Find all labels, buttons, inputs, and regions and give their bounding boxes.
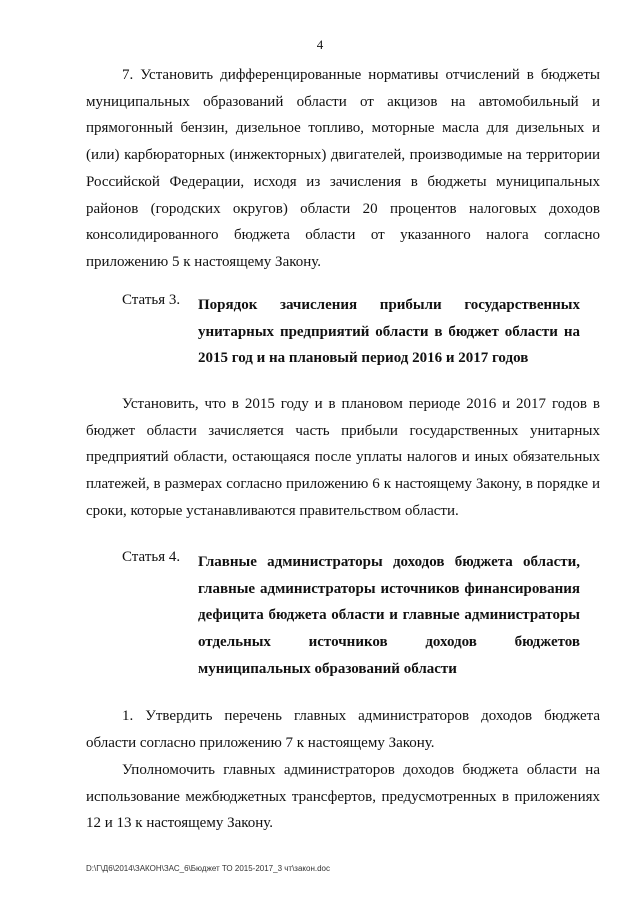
paragraph-7-excise-rates: 7. Установить дифференцированные нормативы отчислений в бюджеты муниципальных образований области от акцизов на автомобильный и прямогонный бензин, дизельное топливо, моторные масла для дизельных и (или) карбюраторных (инжекторных) двигателей, производимые на территории Российской Федерации, исходя из зачисления в бюджеты муниципальных районов (городских округов) области 20 процентов налоговых доходов консолидированного бюджета области от указанного налога согласно приложению 5 к настоящему Закону. (86, 67, 600, 270)
page-number: 4 (316, 37, 324, 52)
article-4-label: Статья 4. (122, 549, 181, 565)
article-3-label: Статья 3. (122, 292, 181, 308)
article-3-body: Установить, что в 2015 году и в плановом периоде 2016 и 2017 годов в бюджет области зачисляется часть прибыли государственных унитарных предприятий области, остающаяся после уплаты налогов и иных обязательных платежей, в размерах согласно приложению 6 к настоящему Закону, в порядке и сроки, которые устанавливаются правительством области. (86, 396, 600, 519)
article-4-authorization: Уполномочить главных администраторов доходов бюджета области на использование межбюджетных трансфертов, предусмотренных в приложениях 12 и 13 к настоящему Закону. (86, 762, 600, 832)
footer-file-path: D:\Г\Д6\2014\ЗАКОН\ЗАС_6\Бюджет ТО 2015-2017_3 чт\закон.doc (86, 864, 331, 873)
article-4-title: Главные администраторы доходов бюджета области, главные администраторы источников финансирования дефицита бюджета области и главные администраторы отдельных источников доходов бюджетов муниципальных образований области (198, 554, 580, 677)
article-3-title: Порядок зачисления прибыли государственных унитарных предприятий области в бюджет области на 2015 год и на плановый период 2016 и 2017 годов (198, 297, 580, 367)
article-4-item-1: 1. Утвердить перечень главных администраторов доходов бюджета области согласно приложению 7 к настоящему Закону. (86, 708, 600, 751)
